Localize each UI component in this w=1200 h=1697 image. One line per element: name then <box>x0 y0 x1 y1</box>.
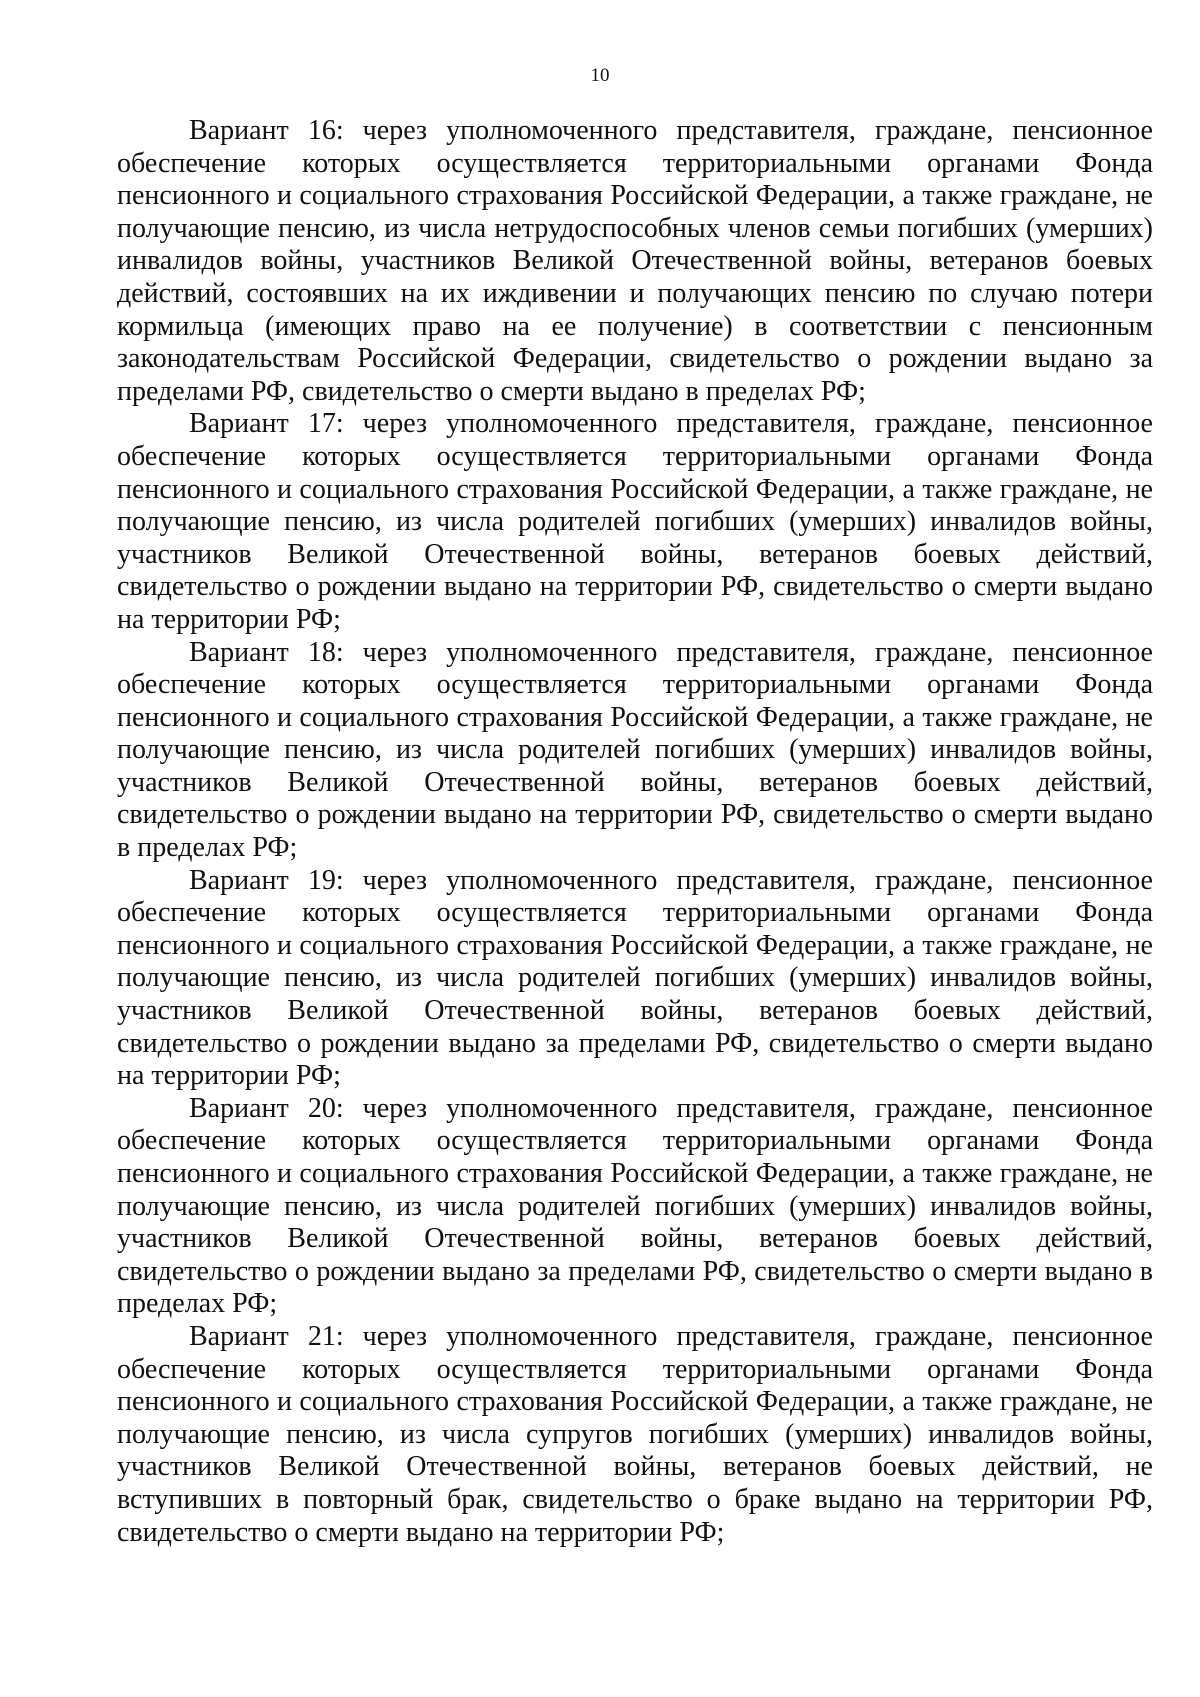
document-body <box>117 115 1153 1549</box>
paragraph-variant-21: Вариант 21: через уполномоченного представителя, граждане, пенсионное обеспечение которых осуществляется территориальными органами Фонда пенсионного и социального страхования Российской Федерации, а также граждане, не получающие пенсию, из числа супругов погибших (умерших) инвалидов войны, участников Великой Отечественной войны, ветеранов боевых действий, не вступивших в повторный брак, свидетельство о браке выдано на территории РФ, свидетельство о смерти выдано на территории РФ; <box>117 1320 1153 1548</box>
paragraph-variant-19: Вариант 19: через уполномоченного представителя, граждане, пенсионное обеспечение которых осуществляется территориальными органами Фонда пенсионного и социального страхования Российской Федерации, а также граждане, не получающие пенсию, из числа родителей погибших (умерших) инвалидов войны, участников Великой Отечественной войны, ветеранов боевых действий, свидетельство о рождении выдано за пределами РФ, свидетельство о смерти выдано на территории РФ; <box>117 864 1153 1092</box>
page-number: 10 <box>590 65 610 86</box>
paragraph-variant-20: Вариант 20: через уполномоченного представителя, граждане, пенсионное обеспечение которых осуществляется территориальными органами Фонда пенсионного и социального страхования Российской Федерации, а также граждане, не получающие пенсию, из числа родителей погибших (умерших) инвалидов войны, участников Великой Отечественной войны, ветеранов боевых действий, свидетельство о рождении выдано за пределами РФ, свидетельство о смерти выдано в пределах РФ; <box>117 1092 1153 1320</box>
paragraph-variant-17: Вариант 17: через уполномоченного представителя, граждане, пенсионное обеспечение которых осуществляется территориальными органами Фонда пенсионного и социального страхования Российской Федерации, а также граждане, не получающие пенсию, из числа родителей погибших (умерших) инвалидов войны, участников Великой Отечественной войны, ветеранов боевых действий, свидетельство о рождении выдано на территории РФ, свидетельство о смерти выдано на территории РФ; <box>117 408 1153 635</box>
paragraph-variant-16: Вариант 16: через уполномоченного представителя, граждане, пенсионное обеспечение которых осуществляется территориальными органами Фонда пенсионного и социального страхования Российской Федерации, а также граждане, не получающие пенсию, из числа нетрудоспособных членов семьи погибших (умерших) инвалидов войны, участников Великой Отечественной войны, ветеранов боевых действий, состоявших на их иждивении и получающих пенсию по случаю потери кормильца (имеющих право на ее получение) в соответствии с пенсионным законодательствам Российской Федерации, свидетельство о рождении выдано за пределами РФ, свидетельство о смерти выдано в пределах РФ; <box>117 115 1153 407</box>
paragraph-variant-18: Вариант 18: через уполномоченного представителя, граждане, пенсионное обеспечение которых осуществляется территориальными органами Фонда пенсионного и социального страхования Российской Федерации, а также граждане, не получающие пенсию, из числа родителей погибших (умерших) инвалидов войны, участников Великой Отечественной войны, ветеранов боевых действий, свидетельство о рождении выдано на территории РФ, свидетельство о смерти выдано в пределах РФ; <box>117 636 1153 864</box>
